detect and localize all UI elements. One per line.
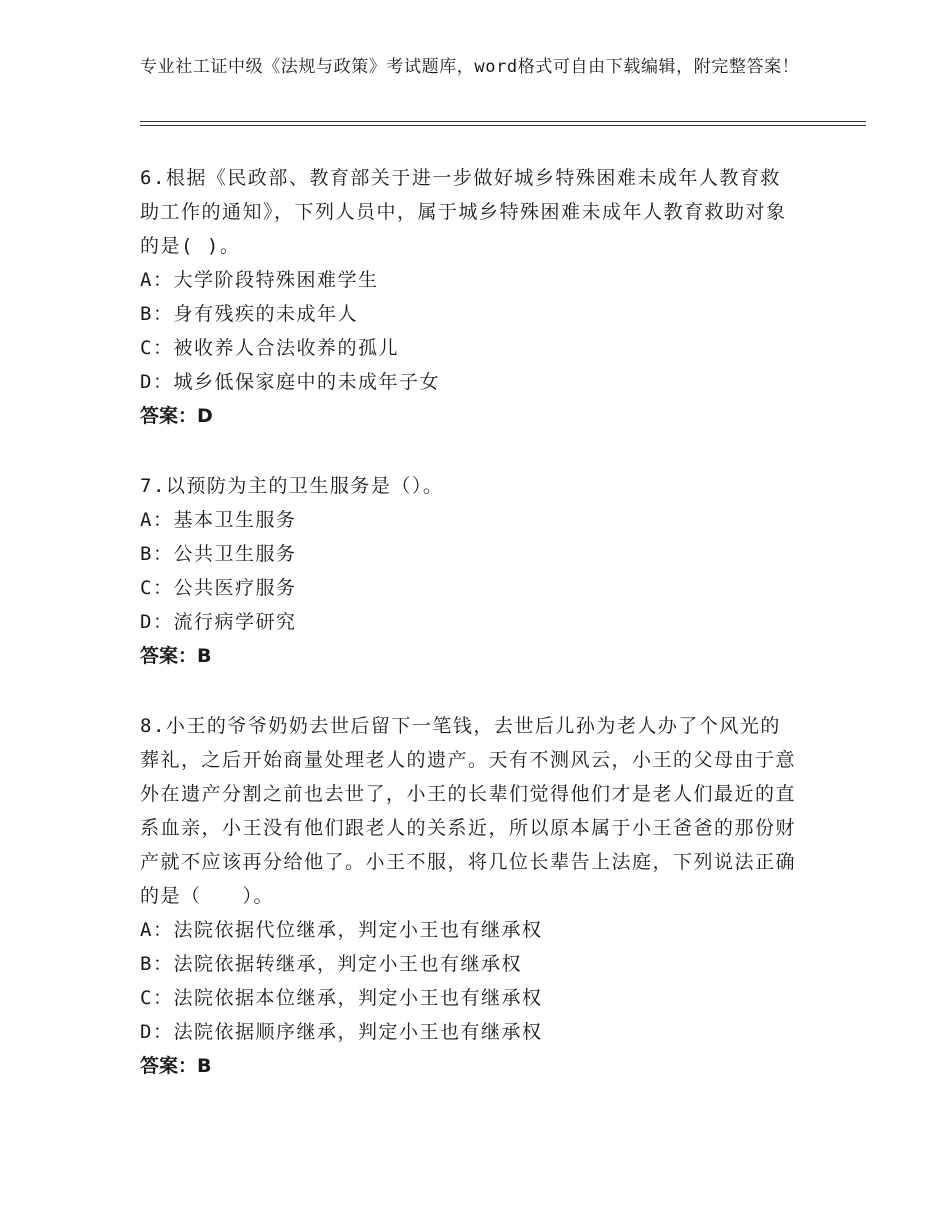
- option-b: B：公共卫生服务: [140, 543, 297, 565]
- question-stem: 6.根据《民政部、教育部关于进一步做好城乡特殊困难未成年人教育救助工作的通知》，下列人员中，属于城乡特殊困难未成年人教育救助对象的是( )。: [140, 167, 787, 257]
- option-d: D：城乡低保家庭中的未成年子女: [140, 371, 440, 393]
- document-header: 专业社工证中级《法规与政策》考试题库，word格式可自由下载编辑，附完整答案！: [140, 57, 800, 77]
- option-c: C：被收养人合法收养的孤儿: [140, 337, 399, 359]
- question-stem: 8.小王的爷爷奶奶去世后留下一笔钱，去世后儿孙为老人办了个风光的葬礼，之后开始商量处理老人的遗产。天有不测风云，小王的父母由于意外在遗产分割之前也去世了，小王的长辈们觉得他们才是老人们最近的直系血亲，小王没有他们跟老人的关系近，所以原本属于小王爸爸的那份财产就不应该再分给他了。小王不服，将几位长辈告上法庭，下列说法正确的是（ ）。: [140, 715, 797, 907]
- header-rule-bottom: [140, 125, 866, 126]
- option-c: C：公共医疗服务: [140, 577, 297, 599]
- answer-label: 答案：D: [140, 405, 213, 427]
- answer-label: 答案：B: [140, 645, 212, 667]
- option-a: A：大学阶段特殊困难学生: [140, 269, 379, 291]
- question-6: [140, 161, 800, 433]
- option-d: D：法院依据顺序继承，判定小王也有继承权: [140, 1021, 543, 1043]
- question-7: [140, 469, 800, 673]
- question-stem: 7.以预防为主的卫生服务是（）。: [140, 475, 444, 497]
- option-a: A：基本卫生服务: [140, 509, 297, 531]
- option-d: D：流行病学研究: [140, 611, 297, 633]
- option-c: C：法院依据本位继承，判定小王也有继承权: [140, 987, 543, 1009]
- answer-label: 答案：B: [140, 1055, 212, 1077]
- option-b: B：身有残疾的未成年人: [140, 303, 358, 325]
- header-rule-top: [140, 121, 866, 122]
- option-b: B：法院依据转继承，判定小王也有继承权: [140, 953, 522, 975]
- option-a: A：法院依据代位继承，判定小王也有继承权: [140, 919, 543, 941]
- question-8: [140, 709, 800, 1083]
